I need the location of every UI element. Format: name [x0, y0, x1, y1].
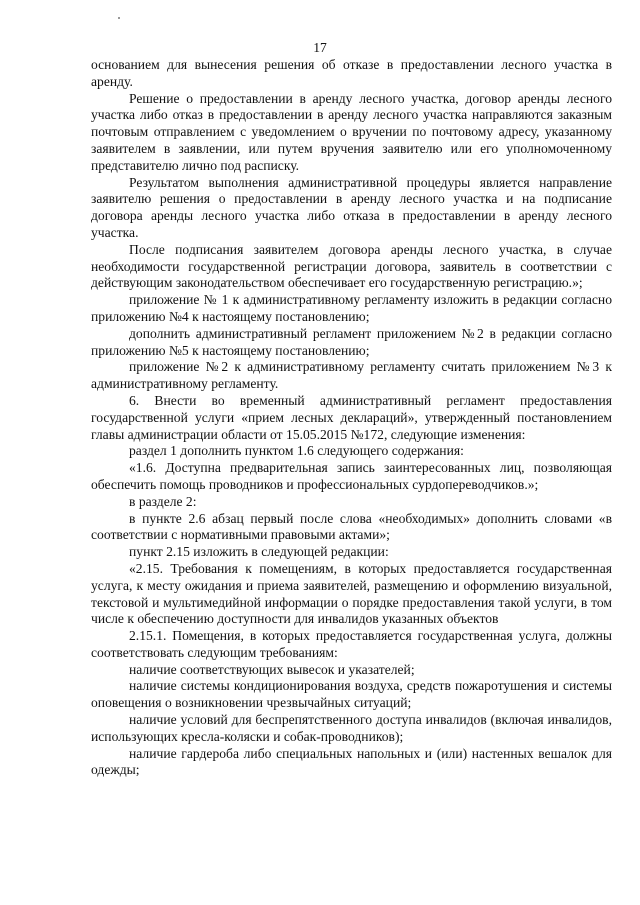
paragraph-10: «1.6. Доступна предварительная запись заинтересованных лиц, позволяющая обеспечить помощь проводников и профессиональных сурдопереводчиков.»;	[91, 460, 612, 492]
paragraph-15: 2.15.1. Помещения, в которых предоставляется государственная услуга, должны соответствовать следующим требованиям:	[91, 628, 612, 660]
paragraph-5: приложение № 1 к административному регламенту изложить в редакции согласно приложению №4 к настоящему постановлению;	[91, 292, 612, 324]
paragraph-6: дополнить административный регламент приложением №2 в редакции согласно приложению №5 к настоящему постановлению;	[91, 325, 612, 358]
paragraph-1: основанием для вынесения решения об отказе в предоставлении лесного участка в аренду.	[91, 57, 612, 89]
paragraph-14: «2.15. Требования к помещениям, в которых предоставляется государственная услуга, к месту ожидания и приема заявителей, размещению и оформлению визуальной, текстовой и мультимедийной информации о порядке предоставления такой услуги, в том числе к обеспечению доступности для инвалидов указанных объектов	[91, 560, 612, 627]
paragraph-12: в пункте 2.6 абзац первый после слова «необходимых» дополнить словами «в соответствии с нормативными правовыми актами»;	[91, 510, 612, 543]
scan-mark	[118, 17, 120, 19]
body-text	[91, 57, 612, 779]
paragraph-7: приложение №2 к административному регламенту считать приложением №3 к административному регламенту.	[91, 359, 612, 392]
paragraph-19: наличие гардероба либо специальных напольных и (или) настенных вешалок для одежды;	[91, 745, 612, 778]
paragraph-4: После подписания заявителем договора аренды лесного участка, в случае необходимости государственной регистрации договора, заявитель в соответствии с действующим законодательством обеспечивает его государственную регистрацию.»;	[91, 241, 612, 291]
paragraph-13: пункт 2.15 изложить в следующей редакции:	[129, 544, 389, 560]
paragraph-17: наличие системы кондиционирования воздуха, средств пожаротушения и системы оповещения о возникновении чрезвычайных ситуаций;	[91, 678, 612, 711]
paragraph-18: наличие условий для беспрепятственного доступа инвалидов (включая инвалидов, использующих кресла-коляски и собак-проводников);	[91, 712, 612, 744]
page-number: 17	[313, 40, 327, 55]
paragraph-8: 6. Внести во временный административный регламент предоставления государственной услуги «прием лесных деклараций», утвержденный постановлением главы администрации области от 15.05.2015 №172, следующие изменения:	[91, 392, 612, 442]
paragraph-2: Решение о предоставлении в аренду лесного участка, договор аренды лесного участка либо отказ в предоставлении в аренду лесного участка направляются заказным почтовым отправлением с уведомлением о вручении по почтовому адресу, указанному заявителем в заявлении, или путем вручения заявителю или его уполномоченному представителю лично под расписку.	[91, 90, 612, 173]
paragraph-3: Результатом выполнения административной процедуры является направление заявителю решения о предоставлении в аренду лесного участка и на подписание договора аренды лесного участка либо отказа в предоставлении в аренду лесного участка.	[91, 174, 612, 240]
paragraph-9: раздел 1 дополнить пунктом 1.6 следующего содержания:	[129, 443, 464, 459]
paragraph-11: в разделе 2:	[129, 493, 197, 509]
paragraph-16: наличие соответствующих вывесок и указателей;	[129, 661, 415, 677]
